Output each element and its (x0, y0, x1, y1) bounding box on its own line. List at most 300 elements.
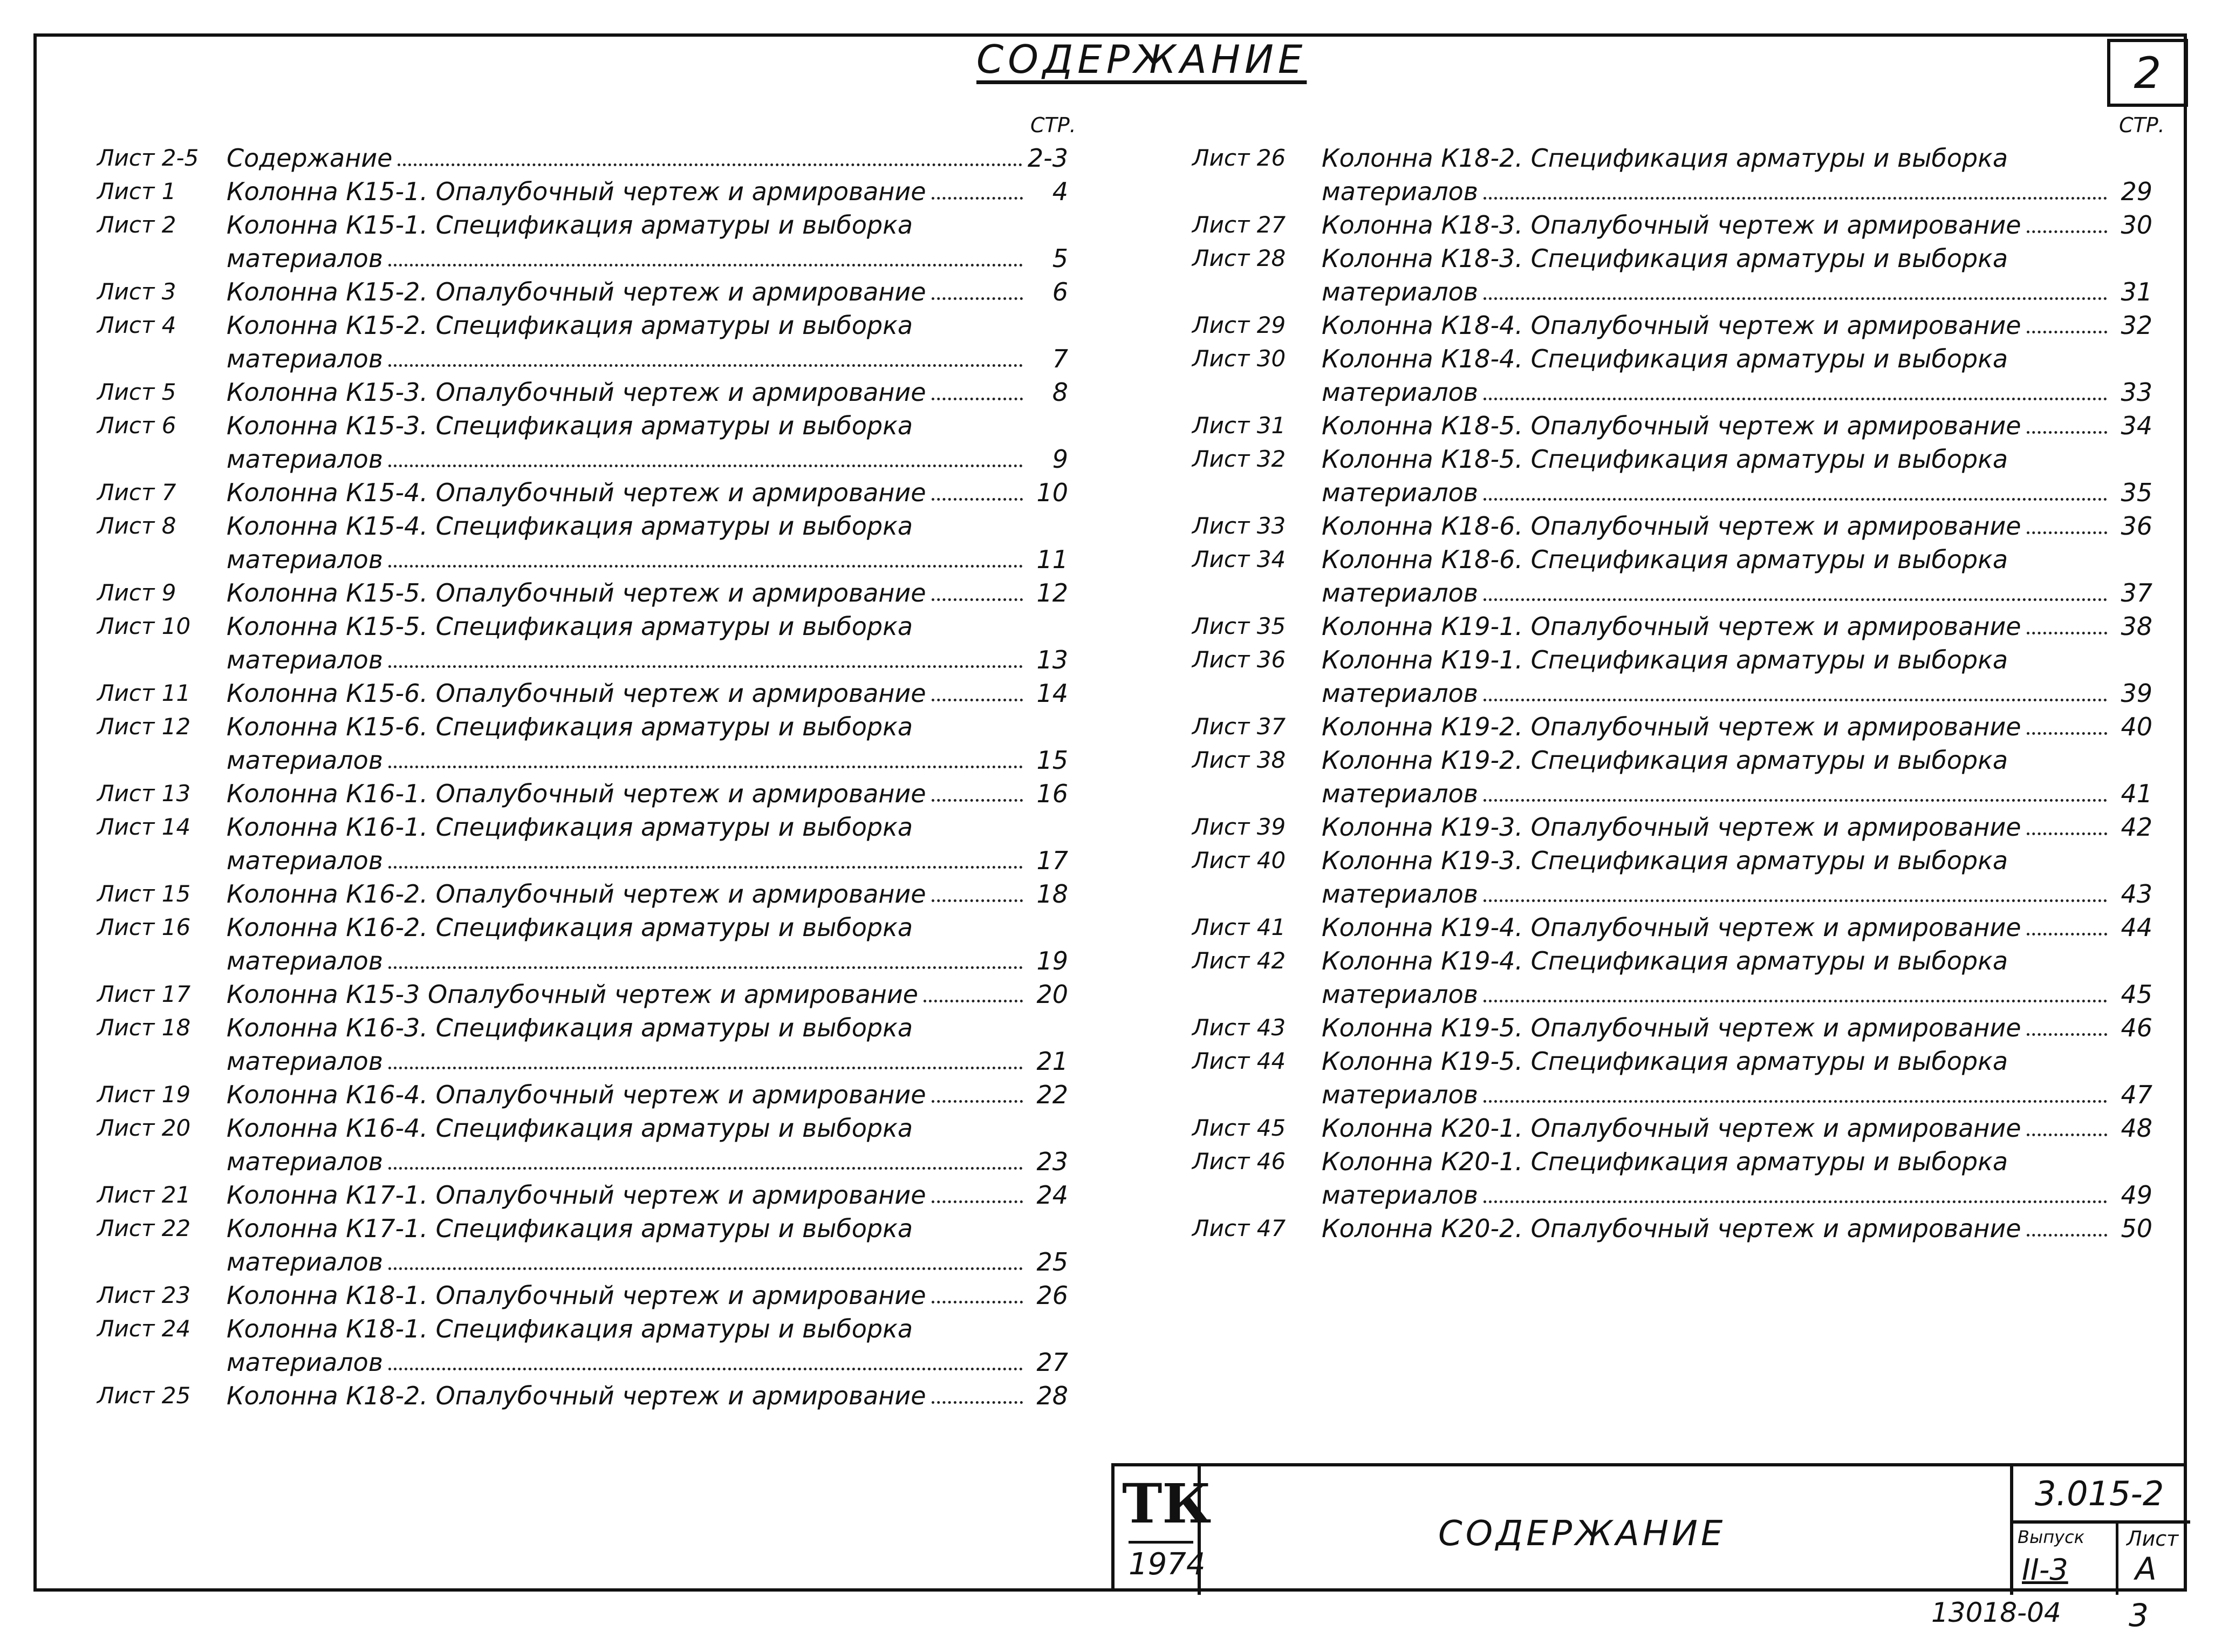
entry-line (1322, 376, 2152, 409)
entry-body (227, 208, 1068, 275)
entry-sheet-label: Лист 33 (1192, 513, 1286, 539)
entry-title: Содержание (227, 144, 393, 173)
entry-title: Колонна К18-1. Спецификация арматуры и выборка (227, 1314, 913, 1343)
contents-entry (97, 309, 1068, 376)
contents-entry (97, 509, 1068, 576)
entry-title: Колонна К15-6. Спецификация арматуры и выборка (227, 712, 913, 741)
entry-sheet-label: Лист 12 (97, 713, 191, 740)
divider (2013, 1520, 2190, 1524)
entry-line (227, 376, 1068, 409)
contents-entry (97, 275, 1068, 309)
entry-line (1322, 309, 2152, 342)
entry-page-number: 20 (1036, 980, 1068, 1009)
entry-title-continuation: материалов (227, 846, 383, 875)
dot-leader (388, 543, 1023, 568)
contents-entry (97, 1078, 1068, 1111)
entry-sheet-label: Лист 7 (97, 479, 176, 506)
contents-entry (97, 175, 1068, 208)
entry-line (227, 810, 1068, 844)
entry-body (1322, 911, 2152, 944)
entry-title-continuation: материалов (1322, 478, 1478, 507)
entry-page-number: 45 (2121, 980, 2152, 1009)
entry-title-continuation: материалов (227, 1247, 383, 1276)
entry-page-number: 17 (1036, 846, 1068, 875)
title-block-stamp (1111, 1463, 2187, 1592)
entry-title: Колонна К19-3. Опалубочный чертеж и армирование (1322, 813, 2021, 842)
contents-entry (97, 710, 1068, 777)
dot-leader (388, 944, 1023, 969)
entry-page-number: 22 (1036, 1080, 1068, 1109)
contents-entry (1192, 710, 2152, 743)
contents-entry (97, 610, 1068, 677)
entry-title-continuation: материалов (227, 746, 383, 775)
contents-entry (1192, 944, 2152, 1011)
entry-title: Колонна К15-2. Опалубочный чертеж и армирование (227, 277, 926, 306)
entry-sheet-label: Лист 25 (97, 1382, 191, 1409)
dot-leader (388, 342, 1023, 367)
entry-title-continuation: материалов (227, 946, 383, 975)
entry-title: Колонна К15-3 Опалубочный чертеж и армирование (227, 980, 918, 1009)
entry-line (1322, 844, 2152, 877)
entry-title-continuation: материалов (227, 344, 383, 373)
organization-block (1115, 1466, 1212, 1595)
entry-line (1322, 1078, 2152, 1111)
page-number-box (2107, 39, 2188, 107)
dot-leader (388, 1346, 1023, 1370)
dot-leader (1483, 978, 2107, 1002)
entry-body (1322, 1212, 2152, 1245)
entry-page-number: 18 (1036, 879, 1068, 909)
entry-line (227, 275, 1068, 309)
entry-body (227, 610, 1068, 677)
entry-sheet-label: Лист 11 (97, 680, 191, 706)
dot-leader (924, 978, 1023, 1002)
entry-title: Колонна К19-5. Опалубочный чертеж и армирование (1322, 1013, 2021, 1042)
entry-line (227, 1178, 1068, 1212)
contents-entry (1192, 1045, 2152, 1111)
entry-sheet-label: Лист 17 (97, 981, 191, 1007)
entry-sheet-label: Лист 31 (1192, 412, 1286, 439)
entry-title: Колонна К18-2. Опалубочный чертеж и армирование (227, 1381, 926, 1410)
contents-entry (97, 1379, 1068, 1412)
contents-entry (97, 1279, 1068, 1312)
entry-page-number: 44 (2121, 913, 2152, 942)
entry-line (227, 543, 1068, 576)
contents-entry (1192, 844, 2152, 911)
dot-leader (2027, 1011, 2107, 1036)
entry-body (227, 1312, 1068, 1379)
entry-body (227, 376, 1068, 409)
entry-page-number: 27 (1036, 1348, 1068, 1377)
entry-title: Колонна К18-6. Спецификация арматуры и выборка (1322, 545, 2008, 574)
entry-line (1322, 442, 2152, 476)
entry-page-number: 48 (2121, 1114, 2152, 1143)
entry-page-number: 41 (2121, 779, 2152, 808)
entry-line (227, 242, 1068, 275)
entry-sheet-label: Лист 18 (97, 1014, 191, 1041)
dot-leader (1483, 1078, 2107, 1103)
entry-line (1322, 242, 2152, 275)
contents-entry (1192, 911, 2152, 944)
entry-sheet-label: Лист 9 (97, 579, 176, 606)
dot-leader (932, 1379, 1023, 1404)
entry-title: Колонна К15-4. Опалубочный чертеж и армирование (227, 478, 926, 507)
dot-leader (932, 777, 1023, 802)
entry-sheet-label: Лист 15 (97, 880, 191, 907)
contents-entry (97, 777, 1068, 810)
entry-title: Колонна К18-3. Опалубочный чертеж и армирование (1322, 210, 2021, 240)
entry-title-continuation: материалов (227, 445, 383, 474)
stamp-title: СОДЕРЖАНИЕ (1438, 1514, 1726, 1554)
contents-entry (1192, 1145, 2152, 1212)
entry-title: Колонна К19-1. Опалубочный чертеж и армирование (1322, 612, 2021, 641)
entry-page-number: 39 (2121, 679, 2152, 708)
entry-body (1322, 242, 2152, 309)
entry-title-continuation: материалов (1322, 1080, 1478, 1109)
entry-title: Колонна К18-4. Опалубочный чертеж и армирование (1322, 311, 2021, 340)
tk-logo: ТК (1122, 1472, 1212, 1535)
entry-title: Колонна К15-4. Спецификация арматуры и выборка (227, 511, 913, 541)
entry-title: Колонна К16-1. Спецификация арматуры и выборка (227, 813, 913, 842)
entry-sheet-label: Лист 29 (1192, 312, 1286, 338)
entry-page-number: 7 (1052, 344, 1068, 373)
entry-line (227, 1145, 1068, 1178)
entry-line (227, 777, 1068, 810)
contents-entry (1192, 810, 2152, 844)
entry-body (1322, 610, 2152, 643)
entry-title: Колонна К15-3. Спецификация арматуры и выборка (227, 411, 913, 440)
contents-entry (1192, 242, 2152, 309)
contents-entry (97, 1312, 1068, 1379)
entry-body (1322, 208, 2152, 242)
contents-entry (1192, 1212, 2152, 1245)
dot-leader (1483, 476, 2107, 501)
entry-page-number: 11 (1036, 545, 1068, 574)
entry-line (227, 1279, 1068, 1312)
dot-leader (1483, 677, 2107, 701)
entry-body (227, 1379, 1068, 1412)
entry-line (1322, 275, 2152, 309)
entry-line (227, 1011, 1068, 1045)
document-code: 3.015-2 (2035, 1474, 2164, 1513)
entry-page-number: 46 (2121, 1013, 2152, 1042)
entry-sheet-label: Лист 14 (97, 814, 191, 840)
entry-line (227, 911, 1068, 944)
entry-body (1322, 442, 2152, 509)
entry-title: Колонна К19-2. Спецификация арматуры и выборка (1322, 746, 2008, 775)
entry-body (1322, 1045, 2152, 1111)
entry-line (1322, 1145, 2152, 1178)
entry-line (1322, 978, 2152, 1011)
entry-title: Колонна К19-1. Спецификация арматуры и выборка (1322, 645, 2008, 674)
contents-entry (97, 1111, 1068, 1178)
entry-page-number: 32 (2121, 311, 2152, 340)
dot-leader (388, 1045, 1023, 1069)
entry-line (227, 1346, 1068, 1379)
contents-entry (97, 576, 1068, 610)
entry-line (227, 877, 1068, 911)
entry-sheet-label: Лист 41 (1192, 914, 1286, 940)
stamp-year: 1974 (1129, 1541, 1193, 1582)
entry-title-continuation: материалов (1322, 879, 1478, 909)
contents-entry (1192, 610, 2152, 643)
entry-body (1322, 342, 2152, 409)
entry-page-number: 8 (1052, 378, 1068, 407)
entry-page-number: 43 (2121, 879, 2152, 909)
dot-leader (2027, 810, 2107, 835)
entry-title: Колонна К15-5. Опалубочный чертеж и армирование (227, 578, 926, 607)
entry-page-number: 25 (1036, 1247, 1068, 1276)
entry-line (227, 409, 1068, 442)
entry-line (227, 610, 1068, 643)
entry-page-number: 42 (2121, 813, 2152, 842)
sheet-label: Лист (2127, 1527, 2179, 1551)
dot-leader (388, 242, 1023, 267)
entry-line (227, 1245, 1068, 1279)
entry-sheet-label: Лист 43 (1192, 1014, 1286, 1041)
entry-page-number: 36 (2121, 511, 2152, 541)
entry-sheet-label: Лист 22 (97, 1215, 191, 1241)
dot-leader (2027, 409, 2107, 434)
dot-leader (2027, 610, 2107, 634)
entry-page-number: 14 (1036, 679, 1068, 708)
entry-line (1322, 777, 2152, 810)
entry-title: Колонна К15-5. Спецификация арматуры и выборка (227, 612, 913, 641)
entry-title: Колонна К16-4. Спецификация арматуры и выборка (227, 1114, 913, 1143)
entry-line (227, 141, 1068, 175)
entry-line (227, 978, 1068, 1011)
entry-title: Колонна К19-2. Опалубочный чертеж и армирование (1322, 712, 2021, 741)
entry-line (227, 677, 1068, 710)
dot-leader (2027, 208, 2107, 233)
entry-body (227, 1178, 1068, 1212)
entry-page-number: 6 (1052, 277, 1068, 306)
dot-leader (1483, 175, 2107, 200)
entry-body (1322, 643, 2152, 710)
entry-line (227, 1078, 1068, 1111)
entry-line (227, 1111, 1068, 1145)
entry-title: Колонна К16-4. Опалубочный чертеж и армирование (227, 1080, 926, 1109)
entry-title-continuation: материалов (227, 1047, 383, 1076)
page-number: 2 (2134, 47, 2162, 98)
entry-line (227, 342, 1068, 376)
entry-body (227, 141, 1068, 175)
entry-line (1322, 175, 2152, 208)
entry-line (227, 1312, 1068, 1346)
entry-body (1322, 509, 2152, 543)
entry-sheet-label: Лист 21 (97, 1182, 191, 1208)
entry-body (1322, 810, 2152, 844)
entry-sheet-label: Лист 8 (97, 513, 176, 539)
sheet-count: 3 (2129, 1597, 2149, 1634)
dot-leader (1483, 275, 2107, 300)
entry-line (1322, 877, 2152, 911)
entry-line (1322, 944, 2152, 978)
entry-body (227, 677, 1068, 710)
contents-entry (1192, 743, 2152, 810)
entry-title: Колонна К19-5. Спецификация арматуры и выборка (1322, 1047, 2008, 1076)
entry-body (227, 1212, 1068, 1279)
entry-sheet-label: Лист 19 (97, 1081, 191, 1108)
entry-title-continuation: материалов (1322, 980, 1478, 1009)
entry-page-number: 30 (2121, 210, 2152, 240)
entry-line (227, 442, 1068, 476)
entry-page-number: 33 (2121, 378, 2152, 407)
entry-page-number: 13 (1036, 645, 1068, 674)
entry-sheet-label: Лист 3 (97, 278, 176, 305)
dot-leader (2027, 710, 2107, 735)
contents-entry (1192, 309, 2152, 342)
entry-title: Колонна К18-1. Опалубочный чертеж и армирование (227, 1281, 926, 1310)
entry-line (1322, 543, 2152, 576)
entry-sheet-label: Лист 6 (97, 412, 176, 439)
dot-leader (932, 376, 1023, 400)
entry-line (227, 643, 1068, 677)
entry-title: Колонна К18-5. Опалубочный чертеж и армирование (1322, 411, 2021, 440)
entry-line (227, 743, 1068, 777)
entry-body (1322, 1145, 2152, 1212)
entry-sheet-label: Лист 46 (1192, 1148, 1286, 1175)
entry-sheet-label: Лист 37 (1192, 713, 1286, 740)
dot-leader (2027, 309, 2107, 333)
entry-title: Колонна К18-3. Спецификация арматуры и выборка (1322, 244, 2008, 273)
entry-sheet-label: Лист 13 (97, 780, 191, 807)
entry-page-number: 23 (1036, 1147, 1068, 1176)
contents-entry (1192, 342, 2152, 409)
entry-line (227, 710, 1068, 743)
page-column-label-right: СТР. (2119, 113, 2165, 137)
dot-leader (932, 576, 1023, 601)
entry-title-continuation: материалов (1322, 277, 1478, 306)
entry-page-number: 35 (2121, 478, 2152, 507)
archive-number: 13018-04 (1931, 1597, 2061, 1628)
entry-line (1322, 476, 2152, 509)
issue-value: II-3 (2022, 1553, 2068, 1587)
entry-line (1322, 576, 2152, 610)
entry-body (1322, 1011, 2152, 1045)
entry-body (227, 409, 1068, 476)
entry-body (227, 1011, 1068, 1078)
entry-page-number: 40 (2121, 712, 2152, 741)
entry-body (1322, 710, 2152, 743)
entry-line (1322, 342, 2152, 376)
entry-line (1322, 643, 2152, 677)
entry-line (1322, 1178, 2152, 1212)
entry-line (227, 944, 1068, 978)
entry-page-number: 9 (1052, 445, 1068, 474)
entry-title: Колонна К15-1. Опалубочный чертеж и армирование (227, 177, 926, 206)
entry-page-number: 29 (2121, 177, 2152, 206)
entry-body (1322, 1111, 2152, 1145)
entry-title-continuation: материалов (227, 1348, 383, 1377)
entry-title-continuation: материалов (1322, 378, 1478, 407)
entry-sheet-label: Лист 2 (97, 211, 176, 238)
entry-title: Колонна К20-1. Опалубочный чертеж и армирование (1322, 1114, 2021, 1143)
entry-title-continuation: материалов (227, 545, 383, 574)
entry-body (227, 309, 1068, 376)
entry-page-number: 50 (2121, 1214, 2152, 1243)
dot-leader (932, 677, 1023, 701)
entry-body (227, 476, 1068, 509)
entry-line (1322, 1212, 2152, 1245)
entry-line (1322, 208, 2152, 242)
entry-line (227, 208, 1068, 242)
entry-page-number: 5 (1052, 244, 1068, 273)
entry-sheet-label: Лист 16 (97, 914, 191, 940)
entry-body (1322, 409, 2152, 442)
dot-leader (932, 476, 1023, 501)
entry-line (227, 1379, 1068, 1412)
entry-line (1322, 710, 2152, 743)
entry-body (227, 710, 1068, 777)
contents-entry (97, 677, 1068, 710)
entry-sheet-label: Лист 27 (1192, 211, 1286, 238)
sheet-value: А (2135, 1551, 2157, 1587)
contents-entry (1192, 141, 2152, 208)
entry-sheet-label: Лист 44 (1192, 1048, 1286, 1074)
contents-entry (1192, 543, 2152, 610)
entry-title: Колонна К18-2. Спецификация арматуры и выборка (1322, 144, 2008, 173)
contents-entry (97, 409, 1068, 476)
contents-entry (97, 1011, 1068, 1078)
dot-leader (388, 1145, 1023, 1170)
dot-leader (1483, 576, 2107, 601)
entry-line (1322, 911, 2152, 944)
dot-leader (932, 1178, 1023, 1203)
entry-title: Колонна К19-4. Спецификация арматуры и выборка (1322, 946, 2008, 975)
entry-body (227, 1078, 1068, 1111)
entry-page-number: 24 (1036, 1180, 1068, 1210)
dot-leader (1483, 777, 2107, 802)
entry-title-continuation: материалов (1322, 1180, 1478, 1210)
entry-title: Колонна К17-1. Опалубочный чертеж и армирование (227, 1180, 926, 1210)
entry-line (227, 576, 1068, 610)
entry-line (227, 1212, 1068, 1245)
entry-body (1322, 543, 2152, 610)
dot-leader (388, 743, 1023, 768)
issue-label: Выпуск (2018, 1527, 2084, 1547)
entry-body (227, 509, 1068, 576)
entry-sheet-label: Лист 30 (1192, 345, 1286, 372)
entry-body (1322, 944, 2152, 1011)
entry-line (227, 476, 1068, 509)
contents-entry (1192, 208, 2152, 242)
entry-body (227, 275, 1068, 309)
entry-body (1322, 743, 2152, 810)
entry-page-number: 31 (2121, 277, 2152, 306)
entry-line (227, 309, 1068, 342)
entry-title-continuation: материалов (1322, 679, 1478, 708)
entry-body (227, 175, 1068, 208)
contents-entry (1192, 409, 2152, 442)
entry-title: Колонна К16-2. Опалубочный чертеж и армирование (227, 879, 926, 909)
entry-body (1322, 309, 2152, 342)
contents-entry (1192, 643, 2152, 710)
entry-line (1322, 810, 2152, 844)
contents-entry (1192, 442, 2152, 509)
entry-body (227, 810, 1068, 877)
entry-title: Колонна К18-4. Спецификация арматуры и выборка (1322, 344, 2008, 373)
entry-page-number: 2-3 (1027, 144, 1068, 173)
dot-leader (932, 1279, 1023, 1303)
contents-entry (97, 141, 1068, 175)
dot-leader (932, 275, 1023, 300)
entry-page-number: 26 (1036, 1281, 1068, 1310)
dot-leader (932, 175, 1023, 200)
contents-entry (97, 978, 1068, 1011)
entry-sheet-label: Лист 42 (1192, 947, 1286, 974)
entry-body (227, 911, 1068, 978)
